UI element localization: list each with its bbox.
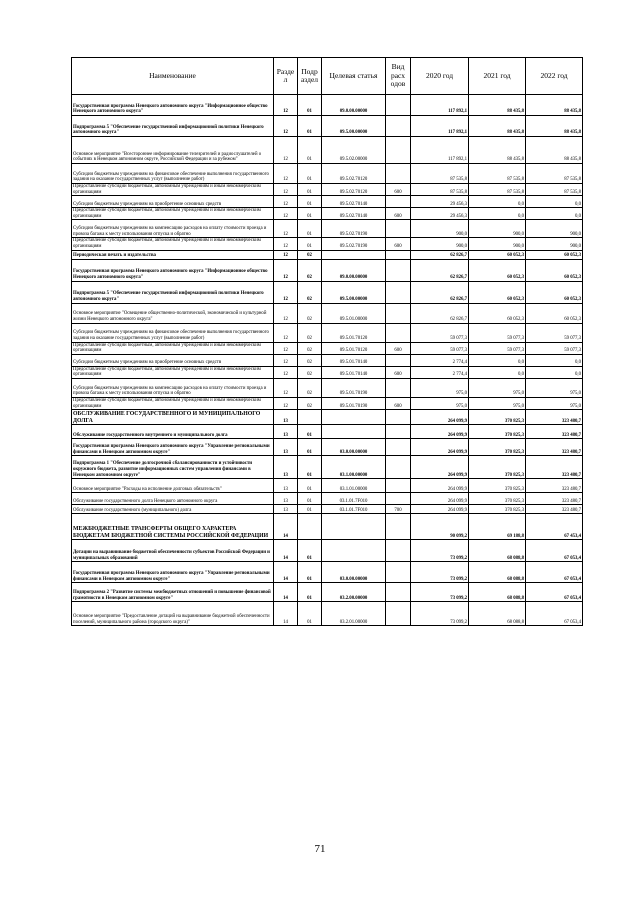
header-2022: 2022 год: [526, 58, 583, 95]
cell-subsection: 01: [298, 540, 322, 562]
cell-name: Предоставление субсидий бюджетным, автономным учреждениям и иным некоммерческим организациям: [72, 366, 274, 378]
header-target: Целевая статья: [322, 58, 386, 95]
cell-name: Основное мероприятие "Предоставление дотаций на выравнивание бюджетной обеспеченности поселений, муниципального района (городского округа)": [72, 602, 274, 626]
cell-expense-type: [386, 425, 411, 439]
cell-2020: 117 892,1: [411, 116, 469, 137]
cell-2022: 323 480,7: [526, 493, 583, 505]
cell-section: 12: [274, 220, 298, 238]
table-row: [72, 137, 583, 164]
cell-2022: 0,0: [526, 354, 583, 366]
table-header-row: [72, 58, 583, 95]
cell-target: [322, 514, 386, 540]
cell-2022: 0,0: [526, 196, 583, 208]
table-row: [72, 220, 583, 238]
cell-target: 09.0.00.00000: [322, 259, 386, 281]
cell-target: 09.5.02.70190: [322, 238, 386, 250]
cell-2021: 60 052,3: [469, 259, 526, 281]
cell-2022: 67 053,4: [526, 540, 583, 562]
cell-name: Подпрограмма 5 "Обеспечение государственной информационной политики Ненецкого автономного округа": [72, 281, 274, 303]
cell-name: Субсидии бюджетным учреждениям на приобретение основных средств: [72, 196, 274, 208]
cell-target: 09.5.01.00000: [322, 303, 386, 323]
cell-expense-type: 600: [386, 342, 411, 354]
cell-subsection: 02: [298, 281, 322, 303]
cell-2022: 87 535,8: [526, 164, 583, 184]
cell-name: Субсидии бюджетным учреждениям на приобретение основных средств: [72, 354, 274, 366]
table-row: [72, 116, 583, 137]
cell-subsection: 01: [298, 456, 322, 479]
cell-target: 03.1.01.7F010: [322, 505, 386, 514]
cell-2020: 117 892,1: [411, 95, 469, 116]
cell-2021: 900,0: [469, 220, 526, 238]
cell-expense-type: [386, 196, 411, 208]
cell-2021: 975,0: [469, 378, 526, 397]
cell-subsection: [298, 410, 322, 425]
cell-2020: 975,0: [411, 378, 469, 397]
cell-subsection: 01: [298, 602, 322, 626]
cell-2021: 370 825,3: [469, 479, 526, 493]
table-row: [72, 323, 583, 342]
cell-2022: 67 053,4: [526, 583, 583, 602]
cell-2022: 60 052,3: [526, 303, 583, 323]
cell-expense-type: [386, 354, 411, 366]
table-row: [72, 514, 583, 540]
cell-expense-type: [386, 602, 411, 626]
cell-target: 09.5.02.70140: [322, 196, 386, 208]
cell-expense-type: [386, 378, 411, 397]
table-row: [72, 184, 583, 196]
cell-name: Дотации на выравнивание бюджетной обеспеченности субъектов Российской Федерации и муниципальных образований: [72, 540, 274, 562]
cell-subsection: [298, 514, 322, 540]
cell-expense-type: 600: [386, 366, 411, 378]
cell-target: 03.2.00.00000: [322, 583, 386, 602]
cell-target: 09.5.01.70190: [322, 397, 386, 409]
cell-subsection: 02: [298, 397, 322, 409]
cell-2020: 62 826,7: [411, 281, 469, 303]
cell-subsection: 01: [298, 220, 322, 238]
cell-2021: 60 052,3: [469, 281, 526, 303]
cell-2021: 88 435,8: [469, 116, 526, 137]
cell-2020: 87 535,8: [411, 184, 469, 196]
cell-name: Государственная программа Ненецкого автономного округа "Информационное общество Ненецкого автономного округа": [72, 95, 274, 116]
cell-expense-type: [386, 164, 411, 184]
cell-2022: 59 077,3: [526, 342, 583, 354]
cell-target: 09.5.02.00000: [322, 137, 386, 164]
table-row: [72, 354, 583, 366]
cell-section: 13: [274, 505, 298, 514]
cell-section: 13: [274, 493, 298, 505]
cell-2020: 264 099,9: [411, 493, 469, 505]
cell-section: 12: [274, 238, 298, 250]
cell-2022: 975,0: [526, 397, 583, 409]
cell-subsection: 02: [298, 250, 322, 259]
cell-name: Предоставление субсидий бюджетным, автономным учреждениям и иным некоммерческим организациям: [72, 342, 274, 354]
cell-2021: 370 825,3: [469, 505, 526, 514]
cell-2021: 87 535,8: [469, 164, 526, 184]
cell-2022: 67 453,4: [526, 514, 583, 540]
budget-table: [71, 57, 583, 626]
header-section: Разде л: [274, 58, 298, 95]
cell-2022: 0,0: [526, 208, 583, 220]
cell-2021: 68 088,8: [469, 540, 526, 562]
cell-subsection: 01: [298, 583, 322, 602]
cell-name: МЕЖБЮДЖЕТНЫЕ ТРАНСФЕРТЫ ОБЩЕГО ХАРАКТЕРА БЮДЖЕТАМ БЮДЖЕТНОЙ СИСТЕМЫ РОССИЙСКОЙ ФЕДЕРАЦИИ: [72, 514, 274, 540]
cell-target: 03.2.01.00000: [322, 602, 386, 626]
cell-expense-type: [386, 540, 411, 562]
cell-2022: 67 053,4: [526, 602, 583, 626]
cell-name: Обслуживание государственного долга Ненецкого автономного округа: [72, 493, 274, 505]
cell-2020: 73 099,2: [411, 562, 469, 583]
cell-2021: 87 535,8: [469, 184, 526, 196]
cell-section: 12: [274, 281, 298, 303]
cell-expense-type: [386, 259, 411, 281]
cell-2021: 0,0: [469, 196, 526, 208]
cell-2022: 323 480,7: [526, 439, 583, 456]
cell-section: 13: [274, 456, 298, 479]
header-2021: 2021 год: [469, 58, 526, 95]
cell-2020: 264 099,9: [411, 479, 469, 493]
cell-2020: 975,0: [411, 397, 469, 409]
cell-2022: 323 480,7: [526, 479, 583, 493]
table-row: [72, 493, 583, 505]
table-row: [72, 366, 583, 378]
table-row: [72, 439, 583, 456]
cell-2020: 73 099,2: [411, 602, 469, 626]
cell-subsection: 01: [298, 439, 322, 456]
cell-expense-type: 600: [386, 397, 411, 409]
table-row: [72, 208, 583, 220]
cell-name: Основное мероприятие "Всестороннее информирование телезрителей и радиослушателей о событиях в Ненецком автономном округе, Российской Федерации и за рубежом": [72, 137, 274, 164]
cell-expense-type: [386, 137, 411, 164]
cell-section: 12: [274, 95, 298, 116]
cell-2020: 62 826,7: [411, 303, 469, 323]
cell-name: Обслуживание государственного внутреннего и муниципального долга: [72, 425, 274, 439]
cell-2022: 60 052,3: [526, 250, 583, 259]
cell-target: 03.1.01.00000: [322, 479, 386, 493]
cell-2020: 264 099,9: [411, 439, 469, 456]
cell-name: Субсидии бюджетным учреждениям на финансовое обеспечение выполнения государственного задания на оказание государственных услуг (выполнение работ): [72, 323, 274, 342]
cell-name: Предоставление субсидий бюджетным, автономным учреждениям и иным некоммерческим организациям: [72, 397, 274, 409]
cell-target: 09.5.02.70190: [322, 220, 386, 238]
table-row: [72, 281, 583, 303]
cell-section: 13: [274, 439, 298, 456]
cell-subsection: 01: [298, 116, 322, 137]
cell-section: 12: [274, 366, 298, 378]
cell-2020: 59 077,3: [411, 342, 469, 354]
cell-section: 12: [274, 342, 298, 354]
cell-name: Субсидии бюджетным учреждениям на финансовое обеспечение выполнения государственного задания на оказание государственных услуг (выполнение работ): [72, 164, 274, 184]
cell-subsection: 02: [298, 303, 322, 323]
cell-name: Предоставление субсидий бюджетным, автономным учреждениям и иным некоммерческим организациям: [72, 208, 274, 220]
table-row: [72, 505, 583, 514]
cell-2021: 59 077,3: [469, 323, 526, 342]
cell-expense-type: [386, 116, 411, 137]
cell-section: 12: [274, 303, 298, 323]
cell-expense-type: 600: [386, 208, 411, 220]
cell-expense-type: [386, 479, 411, 493]
cell-2021: 975,0: [469, 397, 526, 409]
cell-2021: 370 825,3: [469, 456, 526, 479]
cell-2021: 68 088,8: [469, 602, 526, 626]
cell-name: Предоставление субсидий бюджетным, автономным учреждениям и иным некоммерческим организациям: [72, 238, 274, 250]
cell-2022: 900,0: [526, 220, 583, 238]
cell-expense-type: [386, 493, 411, 505]
cell-name: Подпрограмма 1 "Обеспечение долгосрочной сбалансированности и устойчивости окружного бюджета, развитие информационных систем управления финансами в Ненецком автономном округе": [72, 456, 274, 479]
cell-2022: 900,0: [526, 238, 583, 250]
cell-name: Основное мероприятие "Освещение общественно-политической, экономической и культурной жизни Ненецкого автономного округа": [72, 303, 274, 323]
cell-target: 03.1.00.00000: [322, 456, 386, 479]
cell-2022: 60 052,3: [526, 259, 583, 281]
cell-section: 13: [274, 425, 298, 439]
cell-name: Обслуживание государственного (муниципального) долга: [72, 505, 274, 514]
cell-2020: 59 077,3: [411, 323, 469, 342]
cell-expense-type: [386, 323, 411, 342]
cell-expense-type: [386, 95, 411, 116]
table-row: [72, 95, 583, 116]
cell-section: 12: [274, 323, 298, 342]
cell-expense-type: [386, 410, 411, 425]
cell-2020: 264 099,9: [411, 456, 469, 479]
cell-name: Государственная программа Ненецкого автономного округа "Управление региональными финансами в Ненецком автономном округе": [72, 562, 274, 583]
table-row: [72, 540, 583, 562]
cell-2021: 88 435,8: [469, 137, 526, 164]
table-row: [72, 238, 583, 250]
cell-2021: 370 825,3: [469, 410, 526, 425]
cell-section: 14: [274, 583, 298, 602]
cell-name: Предоставление субсидий бюджетным, автономным учреждениям и иным некоммерческим организациям: [72, 184, 274, 196]
cell-name: Субсидии бюджетным учреждениям на компенсацию расходов на оплату стоимости проезда и провоза багажа к месту использования отпуска и обратно: [72, 378, 274, 397]
table-row: [72, 583, 583, 602]
cell-subsection: 02: [298, 378, 322, 397]
cell-section: 13: [274, 410, 298, 425]
cell-subsection: 01: [298, 196, 322, 208]
cell-target: 09.5.01.70120: [322, 342, 386, 354]
table-row: [72, 410, 583, 425]
cell-2021: 900,0: [469, 238, 526, 250]
cell-section: 12: [274, 164, 298, 184]
cell-target: 03.0.00.00000: [322, 439, 386, 456]
cell-target: [322, 540, 386, 562]
cell-section: 12: [274, 354, 298, 366]
table-row: [72, 425, 583, 439]
header-2020: 2020 год: [411, 58, 469, 95]
cell-section: 12: [274, 378, 298, 397]
cell-section: 12: [274, 208, 298, 220]
cell-2022: 323 480,7: [526, 505, 583, 514]
cell-2022: 323 480,7: [526, 425, 583, 439]
cell-2022: 59 077,3: [526, 323, 583, 342]
cell-2021: 0,0: [469, 208, 526, 220]
cell-name: Периодическая печать и издательства: [72, 250, 274, 259]
cell-2021: 68 088,8: [469, 562, 526, 583]
cell-expense-type: 600: [386, 184, 411, 196]
cell-subsection: 01: [298, 425, 322, 439]
cell-2021: 69 188,8: [469, 514, 526, 540]
cell-2021: 0,0: [469, 354, 526, 366]
cell-expense-type: [386, 250, 411, 259]
cell-subsection: 01: [298, 238, 322, 250]
table-row: [72, 456, 583, 479]
cell-subsection: 01: [298, 208, 322, 220]
cell-subsection: 01: [298, 479, 322, 493]
cell-section: 12: [274, 397, 298, 409]
cell-2021: 0,0: [469, 366, 526, 378]
cell-section: 14: [274, 602, 298, 626]
budget-sheet: [71, 57, 582, 626]
cell-2021: 370 825,3: [469, 493, 526, 505]
cell-2021: 68 088,8: [469, 583, 526, 602]
cell-target: 03.0.00.00000: [322, 562, 386, 583]
cell-2022: 88 435,8: [526, 137, 583, 164]
table-row: [72, 479, 583, 493]
cell-target: [322, 425, 386, 439]
table-row: [72, 196, 583, 208]
cell-2022: 87 535,8: [526, 184, 583, 196]
cell-target: 09.5.00.00000: [322, 281, 386, 303]
table-row: [72, 602, 583, 626]
cell-section: 12: [274, 259, 298, 281]
cell-section: 12: [274, 116, 298, 137]
cell-section: 12: [274, 184, 298, 196]
cell-2020: 62 826,7: [411, 250, 469, 259]
table-row: [72, 397, 583, 409]
cell-target: 09.0.00.00000: [322, 95, 386, 116]
cell-subsection: 02: [298, 323, 322, 342]
cell-2022: 323 480,7: [526, 456, 583, 479]
cell-target: [322, 410, 386, 425]
cell-2022: 88 435,8: [526, 95, 583, 116]
cell-2020: 62 826,7: [411, 259, 469, 281]
cell-subsection: 01: [298, 164, 322, 184]
cell-name: Подпрограмма 2 "Развитие системы межбюджетных отношений и повышение финансовой грамотности в Ненецком автономном округе": [72, 583, 274, 602]
cell-section: 14: [274, 514, 298, 540]
cell-target: 03.1.01.7F010: [322, 493, 386, 505]
cell-subsection: 02: [298, 259, 322, 281]
cell-2022: 0,0: [526, 366, 583, 378]
cell-subsection: 01: [298, 562, 322, 583]
cell-2021: 60 052,3: [469, 250, 526, 259]
header-subsection: Подр аздел: [298, 58, 322, 95]
cell-expense-type: [386, 456, 411, 479]
cell-2020: 900,0: [411, 238, 469, 250]
cell-2021: 59 077,3: [469, 342, 526, 354]
cell-subsection: 01: [298, 184, 322, 196]
table-row: [72, 250, 583, 259]
cell-subsection: 01: [298, 137, 322, 164]
cell-2021: 60 052,3: [469, 303, 526, 323]
table-row: [72, 378, 583, 397]
cell-name: Субсидии бюджетным учреждениям на компенсацию расходов на оплату стоимости проезда и провоза багажа к месту использования отпуска и обратно: [72, 220, 274, 238]
cell-2020: 73 099,2: [411, 583, 469, 602]
cell-expense-type: [386, 303, 411, 323]
cell-2020: 29 456,3: [411, 196, 469, 208]
cell-target: 09.5.01.70120: [322, 323, 386, 342]
cell-expense-type: [386, 220, 411, 238]
cell-2021: 370 825,3: [469, 439, 526, 456]
cell-name: Основное мероприятие "Расходы на исполнение долговых обязательств": [72, 479, 274, 493]
cell-2020: 264 099,9: [411, 410, 469, 425]
cell-section: 13: [274, 479, 298, 493]
cell-expense-type: [386, 562, 411, 583]
table-body: [72, 95, 583, 626]
cell-expense-type: [386, 439, 411, 456]
table-row: [72, 259, 583, 281]
cell-subsection: 01: [298, 95, 322, 116]
cell-2020: 117 892,1: [411, 137, 469, 164]
cell-target: 09.5.01.70190: [322, 378, 386, 397]
cell-2020: 73 099,2: [411, 540, 469, 562]
page-number: 71: [314, 843, 326, 855]
cell-subsection: 02: [298, 354, 322, 366]
cell-expense-type: [386, 281, 411, 303]
cell-target: 09.5.02.70120: [322, 184, 386, 196]
cell-2022: 67 053,4: [526, 562, 583, 583]
cell-2022: 60 052,3: [526, 281, 583, 303]
cell-subsection: 02: [298, 342, 322, 354]
cell-name: Государственная программа Ненецкого автономного округа "Управление региональными финансами в Ненецком автономном округе": [72, 439, 274, 456]
cell-subsection: 02: [298, 366, 322, 378]
table-row: [72, 303, 583, 323]
cell-2022: 323 480,7: [526, 410, 583, 425]
cell-2022: 975,0: [526, 378, 583, 397]
cell-2020: 29 456,3: [411, 208, 469, 220]
cell-section: 12: [274, 137, 298, 164]
cell-2020: 87 535,8: [411, 164, 469, 184]
table-row: [72, 562, 583, 583]
cell-2020: 90 099,2: [411, 514, 469, 540]
cell-section: 12: [274, 250, 298, 259]
cell-2020: 264 099,9: [411, 505, 469, 514]
cell-target: 09.5.02.70120: [322, 164, 386, 184]
cell-2021: 370 825,3: [469, 425, 526, 439]
cell-name: Подпрограмма 5 "Обеспечение государственной информационной политики Ненецкого автономного округа": [72, 116, 274, 137]
table-row: [72, 164, 583, 184]
cell-section: 12: [274, 196, 298, 208]
cell-name: Государственная программа Ненецкого автономного округа "Информационное общество Ненецкого автономного округа": [72, 259, 274, 281]
cell-target: 09.5.02.70140: [322, 208, 386, 220]
cell-2022: 88 435,8: [526, 116, 583, 137]
table-row: [72, 342, 583, 354]
cell-expense-type: 700: [386, 505, 411, 514]
cell-expense-type: [386, 583, 411, 602]
cell-target: 09.5.01.70140: [322, 354, 386, 366]
cell-2020: 2 774,4: [411, 366, 469, 378]
cell-section: 14: [274, 562, 298, 583]
cell-section: 14: [274, 540, 298, 562]
cell-expense-type: 600: [386, 238, 411, 250]
cell-expense-type: [386, 514, 411, 540]
cell-target: 09.5.01.70140: [322, 366, 386, 378]
cell-subsection: 01: [298, 505, 322, 514]
cell-subsection: 01: [298, 493, 322, 505]
cell-2020: 900,0: [411, 220, 469, 238]
cell-target: 09.5.00.00000: [322, 116, 386, 137]
cell-name: ОБСЛУЖИВАНИЕ ГОСУДАРСТВЕННОГО И МУНИЦИПАЛЬНОГО ДОЛГА: [72, 410, 274, 425]
header-name: Наименование: [72, 58, 274, 95]
cell-2021: 88 435,8: [469, 95, 526, 116]
cell-2020: 264 099,9: [411, 425, 469, 439]
cell-target: [322, 250, 386, 259]
cell-2020: 2 774,4: [411, 354, 469, 366]
header-expense-type: Вид расх одов: [386, 58, 411, 95]
